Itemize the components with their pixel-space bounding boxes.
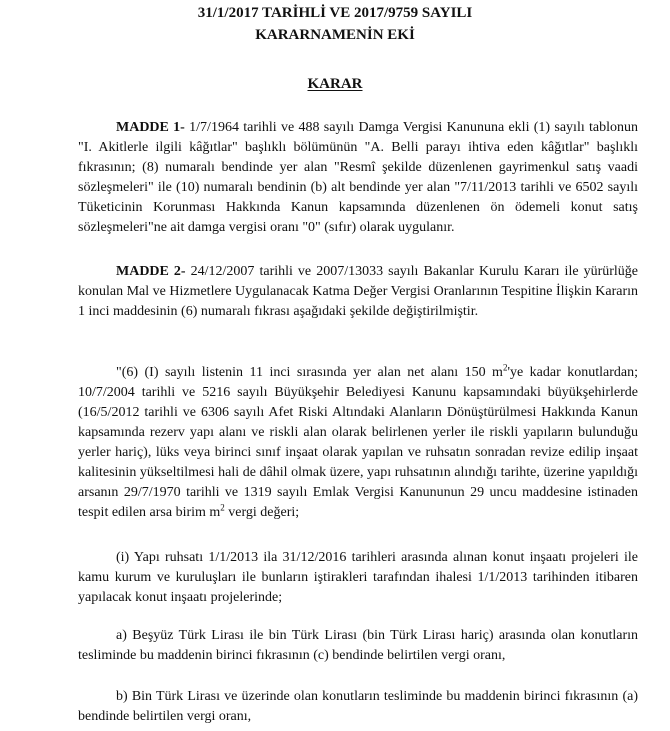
madde-1-paragraph xyxy=(78,118,638,238)
madde-1-text: 1/7/1964 tarihli ve 488 sayılı Damga Vergisi Kanununa ekli (1) sayılı tablonun "I. Akitlerle ilgili kâğıtlar" başlıklı bölümünün "A. Belli parayı ihtiva eden kâğıtlar" başlıklı fıkrasının; (8) numaralı bendinde yer alan "Resmî şekilde düzenlenen gayrimenkul satış vaadi sözleşmeleri" ile (10) numaralı bendinin (b) alt bendinde yer alan "7/11/2013 tarihli ve 6502 sayılı Tüketicinin Korunması Hakkında Kanun kapsamında düzenlenen ön ödemeli konut satış sözleşmeleri"ne ait damga vergisi oranı "0" (sıfır) olarak uygulanır. xyxy=(78,120,639,235)
quote-part-2: 'ye kadar konutlardan; 10/7/2004 tarihli ve 5216 sayılı Büyükşehir Belediyesi Kanunu kapsamındaki büyükşehirlerde (16/5/2012 tarihli ve 6306 sayılı Afet Riski Altındaki Alanların Dönüştürülmesi Hakkında Kanun kapsamında rezerv yapı alanı ve riskli alan olarak belirlenen yerler ile riskli yapıların bulunduğu yerler hariç), lüks veya birinci sınıf inşaat olarak yapılan ve ruhsatın sonradan revize edilip inşaat kalitesinin yükseltilmesi hali de dâhil olmak üzere, yapı ruhsatının alındığı tarihte, üzerine yapıldığı arsanın 29/7/1970 tarihli ve 1319 sayılı Emlak Vergisi Kanununun 29 uncu maddesine istinaden tespit edilen arsa birim m xyxy=(78,365,638,520)
document-title-line-1: 31/1/2017 TARİHLİ VE 2017/9759 SAYILI xyxy=(197,5,473,21)
item-i-paragraph: (i) Yapı ruhsatı 1/1/2013 ila 31/12/2016 tarihleri arasında alınan konut inşaatı projeleri ile kamu kurum ve kuruluşları ile bunların iştirakleri tarafından ihalesi 1/1/2013 tarihinden itibaren yapılacak konut inşaatı projelerinde; xyxy=(78,550,638,605)
madde-2-text: 24/12/2007 tarihli ve 2007/13033 sayılı Bakanlar Kurulu Kararı ile yürürlüğe konulan Mal ve Hizmetlere Uygulanacak Katma Değer Vergisi Oranlarının Tespitine İlişkin Kararın 1 inci maddesinin (6) numaralı fıkrası aşağıdaki şekilde değiştirilmiştir. xyxy=(78,264,639,319)
document-title-line-2: KARARNAMENİN EKİ xyxy=(255,27,415,43)
madde-1-label: MADDE 1- xyxy=(116,120,185,135)
quote-part-1: "(6) (I) sayılı listenin 11 inci sırasında yer alan net alanı 150 m xyxy=(116,365,503,380)
karar-heading: KARAR xyxy=(307,76,363,92)
item-a-paragraph: a) Beşyüz Türk Lirası ile bin Türk Lirası (bin Türk Lirası hariç) arasında olan konutların tesliminde bu maddenin birinci fıkrasının (c) bendinde belirtilen vergi oranı, xyxy=(78,628,638,663)
quoted-amendment-paragraph xyxy=(78,363,638,523)
quote-part-3: vergi değeri; xyxy=(224,505,300,520)
item-b-paragraph: b) Bin Türk Lirası ve üzerinde olan konutların tesliminde bu maddenin birinci fıkrasının (a) bendinde belirtilen vergi oranı, xyxy=(78,689,638,724)
quote-superscript-2: 2 xyxy=(220,502,225,513)
quote-superscript-1: 2 xyxy=(502,362,508,373)
madde-2-paragraph xyxy=(78,262,638,322)
madde-2-label: MADDE 2- xyxy=(116,264,186,279)
